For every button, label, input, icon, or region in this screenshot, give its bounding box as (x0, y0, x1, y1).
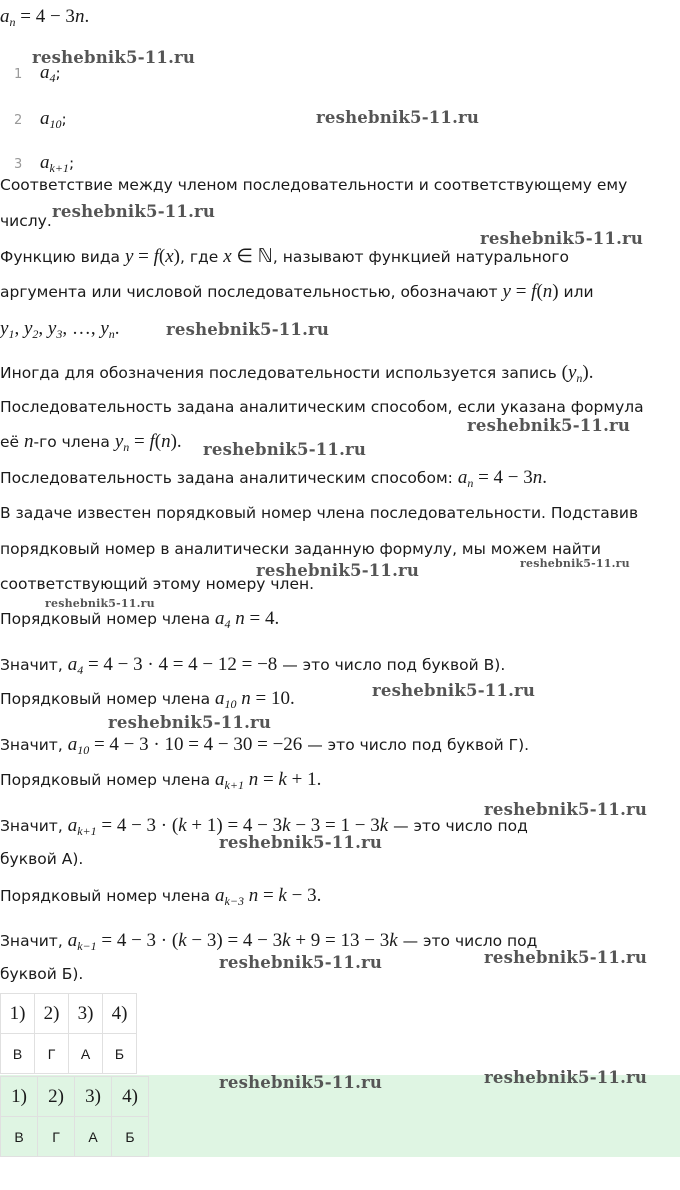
watermark: reshebnik5-11.ru (467, 416, 631, 435)
solution-line-2: В задаче известен порядковый номер члена последовательности. Подставив (0, 504, 639, 522)
answer-table (0, 993, 137, 1074)
order-line-2: Порядковый номер члена $a_{10}$ n = 10. (0, 688, 295, 711)
answer-value-3: А (75, 1117, 112, 1157)
answer-header-1: 1) (1, 1077, 38, 1117)
result-line-2: Значит, $a_{10} = 4 - 3 \cdot 10 = 4 - 30 = -26$ — это число под буквой Г). (0, 734, 530, 757)
result-line-3-tail: буквой А). (0, 850, 84, 868)
answer-value-2: Г (38, 1117, 75, 1157)
theory-line-2: числу. (0, 212, 52, 230)
answer-header-4: 4) (112, 1077, 149, 1117)
answer-header-2: 2) (38, 1077, 75, 1117)
task-header (0, 0, 680, 175)
answer-header-2: 2) (35, 994, 69, 1034)
watermark: reshebnik5-11.ru (256, 561, 420, 580)
task-formula: $a_n = 4 - 3n$. (0, 6, 90, 29)
theory-line-4: аргумента или числовой последовательностью, обозначают y = f(n) или (0, 281, 594, 302)
theory-line-6: Иногда для обозначения последовательности используется запись $(y_n)$. (0, 362, 594, 385)
theory-line-1: Соответствие между членом последовательности и соответствующему ему (0, 176, 628, 194)
answer-value-1: В (1, 1034, 35, 1074)
item-number: 1 (14, 67, 23, 82)
watermark: reshebnik5-11.ru (316, 108, 480, 127)
watermark: reshebnik5-11.ru (32, 48, 196, 67)
theory-line-8: её n-го члена $y_n = f(n)$. (0, 431, 182, 454)
result-line-4-tail: буквой Б). (0, 965, 84, 983)
solution-line-3: порядковый номер в аналитически заданную формулу, мы можем найти (0, 540, 601, 558)
task-item-1: 1 $a_4$; (14, 62, 61, 85)
result-line-1: Значит, $a_4 = 4 - 3 \cdot 4 = 4 - 12 = -8$ — это число под буквой В). (0, 654, 506, 677)
watermark: reshebnik5-11.ru (484, 800, 648, 819)
watermark: reshebnik5-11.ru (108, 713, 272, 732)
watermark: reshebnik5-11.ru (484, 948, 648, 967)
theory-line-3: Функцию вида y = f(x), где x ∈ ℕ, называют функцией натурального (0, 246, 570, 267)
watermark: reshebnik5-11.ru (372, 681, 536, 700)
task-item-3: 3 $a_{k+1}$; (14, 152, 75, 175)
answer-header-4: 4) (103, 994, 137, 1034)
answer-value-4: Б (112, 1117, 149, 1157)
result-line-4: Значит, $a_{k-1} = 4 - 3 \cdot (k - 3) = 4 - 3k + 9 = 13 - 3k$ — это число под (0, 930, 538, 953)
solution-line-1: Последовательность задана аналитическим способом: $a_n = 4 - 3n$. (0, 467, 547, 490)
answer-table-highlighted (0, 1076, 149, 1157)
task-item-2: 2 $a_{10}$; (14, 108, 67, 131)
watermark: reshebnik5-11.ru (219, 833, 383, 852)
answer-header-1: 1) (1, 994, 35, 1034)
watermark: reshebnik5-11.ru (52, 202, 216, 221)
answer-value-3: А (69, 1034, 103, 1074)
watermark: reshebnik5-11.ru (219, 1073, 383, 1092)
watermark: reshebnik5-11.ru (45, 597, 155, 610)
item-number: 3 (14, 157, 23, 172)
watermark: reshebnik5-11.ru (219, 953, 383, 972)
answer-value-2: Г (35, 1034, 69, 1074)
theory-line-7: Последовательность задана аналитическим способом, если указана формула (0, 398, 644, 416)
watermark: reshebnik5-11.ru (484, 1068, 648, 1087)
order-line-3: Порядковый номер члена $a_{k+1}$ n = k + 1. (0, 769, 322, 792)
watermark: reshebnik5-11.ru (480, 229, 644, 248)
answer-value-4: Б (103, 1034, 137, 1074)
order-line-4: Порядковый номер члена $a_{k-3}$ n = k − 3. (0, 885, 322, 908)
order-line-1: Порядковый номер члена $a_4$ n = 4. (0, 608, 280, 631)
answer-header-3: 3) (75, 1077, 112, 1117)
answer-value-1: В (1, 1117, 38, 1157)
watermark: reshebnik5-11.ru (203, 440, 367, 459)
solution-line-4: соответствующий этому номеру член. (0, 575, 315, 593)
watermark: reshebnik5-11.ru (166, 320, 330, 339)
theory-line-5: $y_1$, $y_2$, $y_3$, …, $y_n$. (0, 318, 120, 341)
item-number: 2 (14, 113, 23, 128)
watermark: reshebnik5-11.ru (520, 557, 630, 570)
answer-header-3: 3) (69, 994, 103, 1034)
result-line-3: Значит, $a_{k+1} = 4 - 3 \cdot (k + 1) = 4 - 3k - 3 = 1 - 3k$ — это число под (0, 815, 528, 838)
